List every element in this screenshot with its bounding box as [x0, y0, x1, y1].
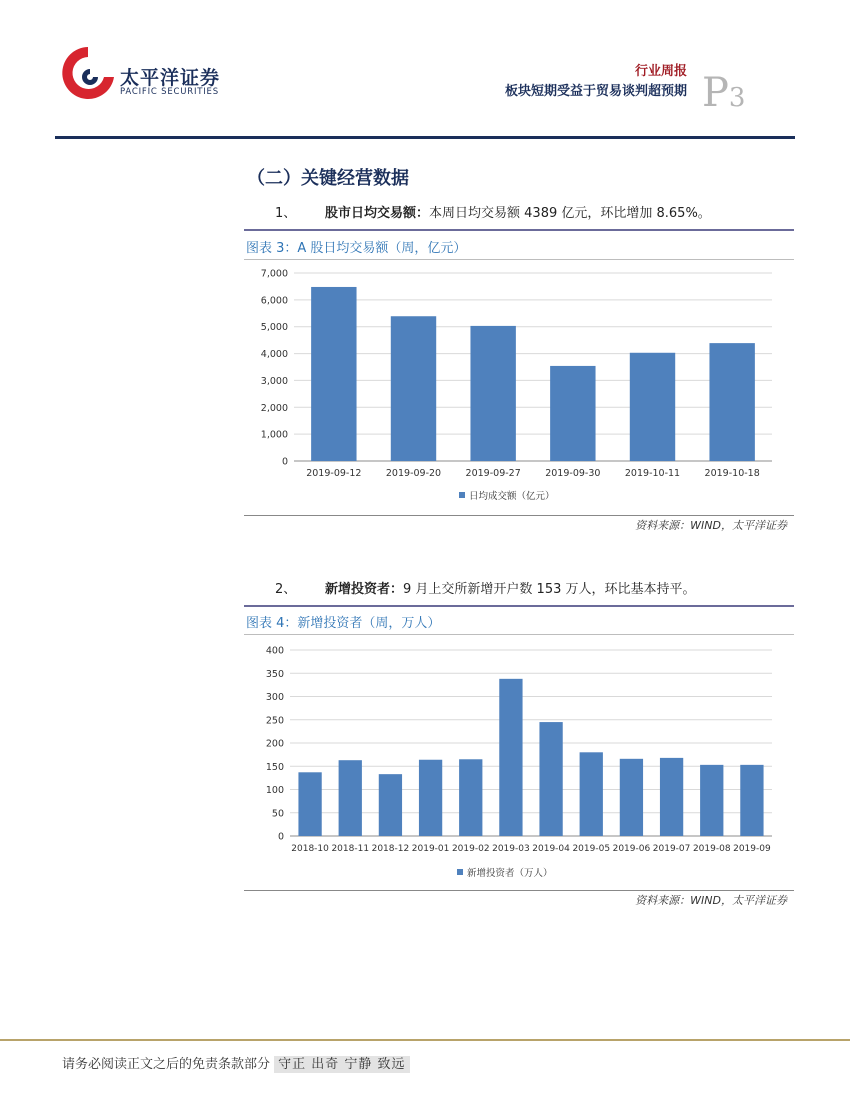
bar — [459, 759, 482, 836]
item-1-text: 本周日均交易额 4389 亿元，环比增加 8.65%。 — [429, 206, 711, 221]
bar — [391, 316, 436, 461]
figure-3-top-rule — [244, 229, 794, 231]
legend-swatch — [459, 492, 465, 498]
page-letter: P — [702, 70, 729, 116]
item-1-label: 股市日均交易额： — [325, 206, 430, 221]
bar — [311, 287, 356, 461]
footer-disclaimer: 请务必阅读正文之后的免责条款部分 — [62, 1057, 271, 1072]
page-digit: 3 — [728, 83, 746, 113]
x-tick-label: 2019-09-27 — [465, 468, 521, 479]
y-tick-label: 250 — [265, 715, 284, 727]
figure-4-source: 资料来源：WIND，太平洋证券 — [635, 894, 787, 907]
x-tick-label: 2019-07 — [652, 844, 691, 854]
bar — [700, 765, 723, 836]
footer-motto: 守正 出奇 宁静 致远 — [274, 1056, 409, 1073]
bar — [630, 353, 675, 461]
item-2-label: 新增投资者： — [325, 582, 404, 597]
report-title: 板块短期受益于贸易谈判超预期 — [504, 84, 687, 99]
item-1-number: 1、 — [275, 206, 297, 221]
item-1 — [275, 202, 711, 221]
x-tick-label: 2018-10 — [291, 844, 329, 854]
y-tick-label: 0 — [277, 831, 284, 843]
y-tick-label: 3,000 — [260, 375, 288, 387]
bar — [499, 679, 522, 836]
figure-3-title: 图表 3：A 股日均交易额（周，亿元） — [246, 241, 467, 256]
x-tick-label: 2019-10-11 — [624, 468, 681, 479]
bar — [580, 752, 603, 836]
y-tick-label: 6,000 — [260, 295, 288, 307]
y-tick-label: 400 — [265, 645, 284, 657]
x-tick-label: 2019-10-18 — [704, 468, 760, 479]
y-tick-label: 1,000 — [260, 429, 288, 441]
x-tick-label: 2019-09 — [733, 844, 771, 854]
bar — [709, 343, 754, 461]
y-tick-label: 300 — [265, 692, 284, 703]
figure-3-title-rule — [244, 259, 794, 260]
bar — [620, 759, 643, 836]
chart-daily-turnover — [244, 262, 794, 512]
bar — [550, 366, 595, 461]
pacific-securities-logo-icon — [60, 43, 116, 103]
bar — [539, 722, 562, 836]
x-tick-label: 2019-09-20 — [385, 468, 442, 479]
figure-3-bottom-rule — [244, 515, 794, 516]
y-tick-label: 0 — [281, 456, 288, 468]
y-tick-label: 200 — [265, 738, 284, 750]
x-tick-label: 2019-06 — [612, 844, 651, 854]
y-tick-label: 5,000 — [260, 322, 288, 334]
bar — [660, 758, 683, 836]
item-2-number: 2、 — [275, 582, 297, 597]
x-tick-label: 2019-01 — [411, 844, 450, 854]
figure-4-title: 图表 4：新增投资者（周，万人） — [246, 616, 441, 631]
footer — [62, 1053, 410, 1072]
figure-4-title-rule — [244, 634, 794, 635]
y-tick-label: 4,000 — [260, 349, 288, 361]
page-number — [702, 70, 745, 116]
figure-4-bottom-rule — [244, 890, 794, 891]
y-tick-label: 150 — [265, 761, 284, 773]
report-category: 行业周报 — [634, 64, 687, 79]
legend-label: 新增投资者（万人） — [467, 868, 553, 879]
item-2 — [275, 578, 696, 597]
bar — [470, 326, 515, 461]
y-tick-label: 2,000 — [260, 402, 288, 414]
header-divider — [55, 136, 795, 139]
x-tick-label: 2019-09-30 — [545, 468, 601, 479]
logo-english-name: PACIFIC SECURITIES — [120, 87, 219, 97]
x-tick-label: 2019-02 — [451, 844, 490, 854]
bar — [298, 772, 321, 836]
x-tick-label: 2019-03 — [492, 844, 530, 854]
legend-swatch — [457, 869, 463, 875]
footer-divider — [0, 1039, 850, 1041]
y-tick-label: 100 — [265, 785, 284, 796]
bar — [740, 765, 763, 836]
y-tick-label: 350 — [265, 668, 284, 680]
figure-3-source: 资料来源：WIND，太平洋证券 — [635, 519, 787, 532]
chart-new-investors — [244, 637, 794, 887]
x-tick-label: 2018-11 — [331, 844, 370, 854]
item-2-text: 9 月上交所新增开户数 153 万人，环比基本持平。 — [403, 582, 696, 597]
y-tick-label: 50 — [271, 808, 284, 820]
x-tick-label: 2019-04 — [532, 844, 570, 854]
bar — [339, 760, 362, 836]
bar — [419, 760, 442, 836]
y-tick-label: 7,000 — [260, 268, 288, 280]
logo-chinese-name: 太平洋证券 — [120, 67, 221, 89]
x-tick-label: 2018-12 — [371, 844, 410, 854]
legend-label: 日均成交额（亿元） — [469, 491, 555, 502]
x-tick-label: 2019-08 — [692, 844, 731, 854]
figure-4-top-rule — [244, 605, 794, 607]
x-tick-label: 2019-09-12 — [306, 468, 362, 479]
x-tick-label: 2019-05 — [572, 844, 611, 854]
bar — [379, 774, 402, 836]
section-title: （二）关键经营数据 — [247, 168, 409, 189]
